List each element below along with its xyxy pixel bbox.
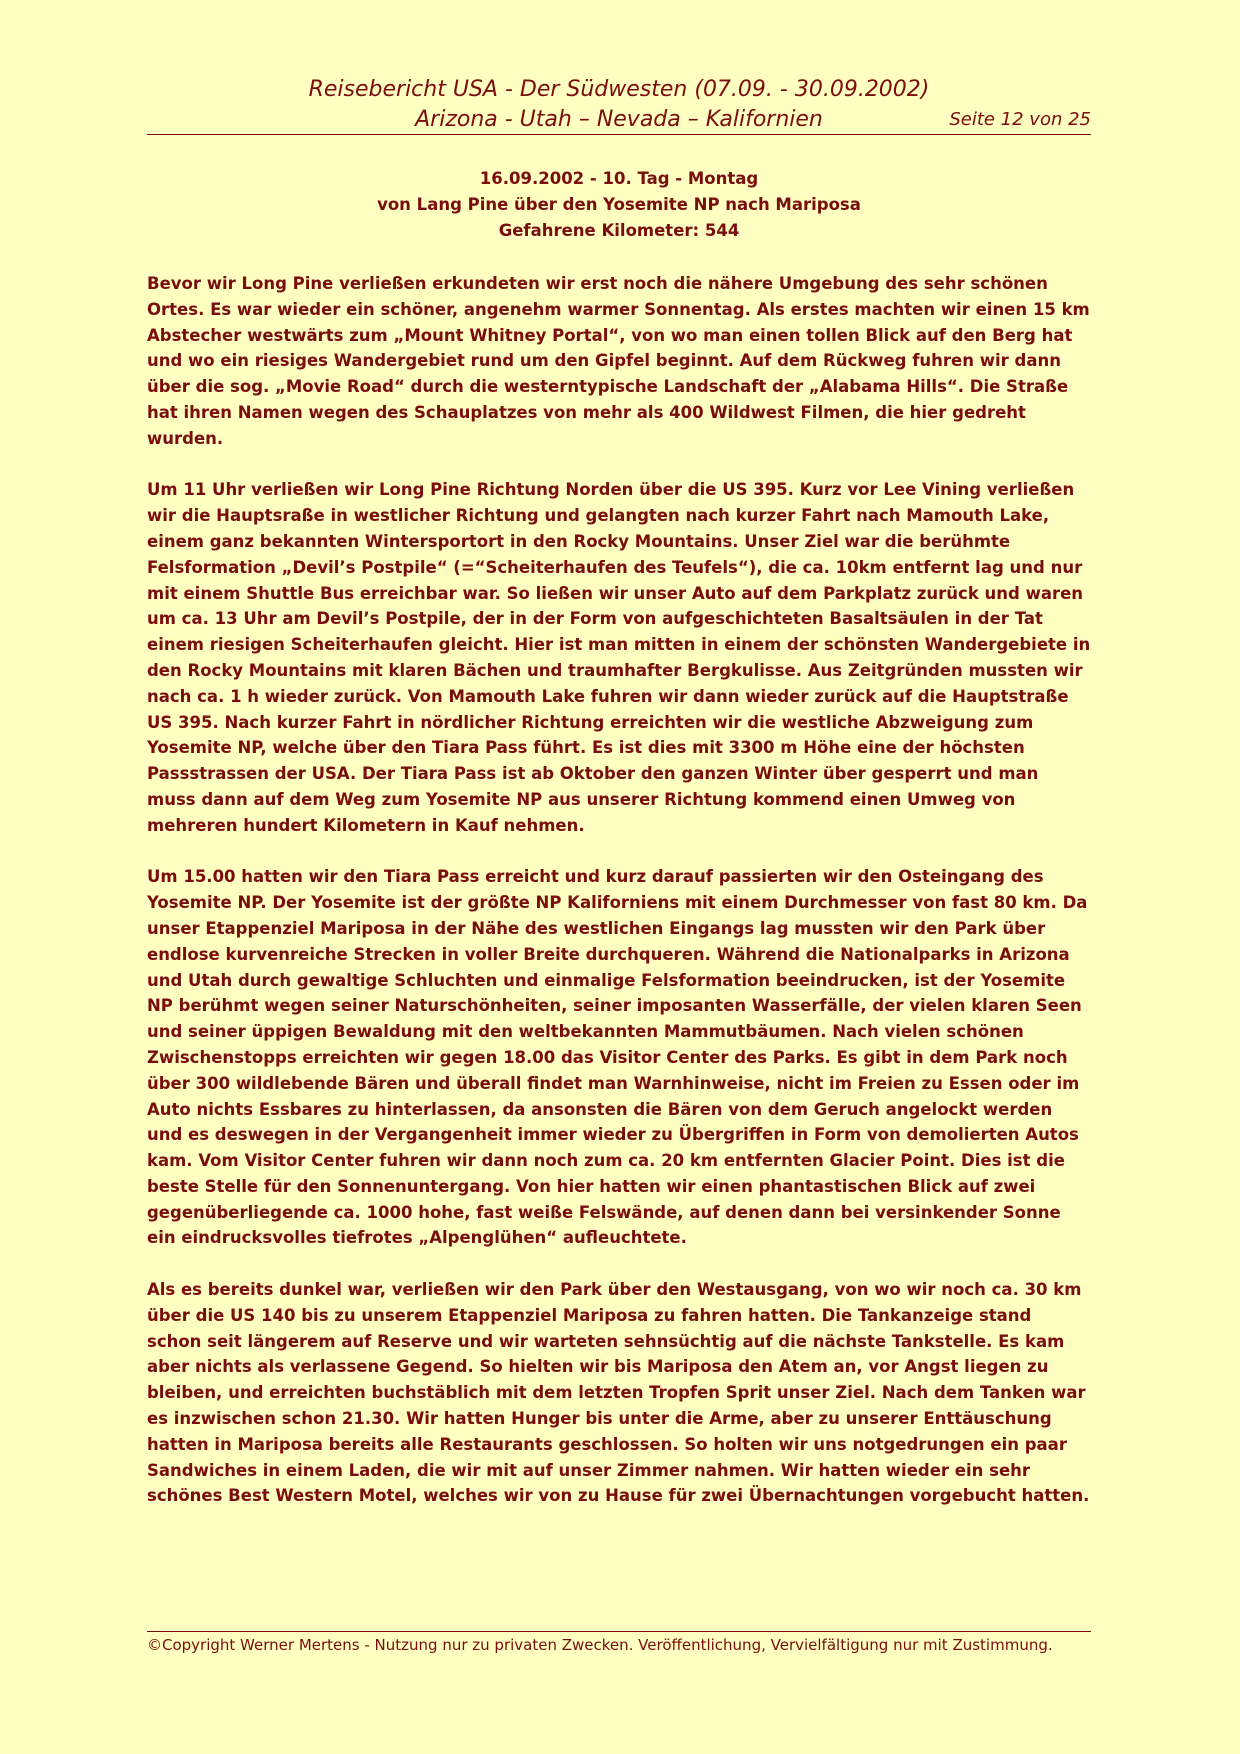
page-header [147, 76, 1091, 136]
header-divider [147, 134, 1091, 135]
report-body [147, 271, 1091, 1535]
document-page [147, 0, 1091, 1754]
day-kilometers: Gefahrene Kilometer: 544 [498, 221, 740, 240]
report-title: Reisebericht USA - Der Südwesten (07.09. - 30.09.2002) [308, 77, 930, 102]
copyright-notice: ©Copyright Werner Mertens - Nutzung nur zu privaten Zwecken. Veröffentlichung, Vervielfältigung nur mit Zustimmung. [147, 1636, 1053, 1654]
paragraph: Um 11 Uhr verließen wir Long Pine Richtung Norden über die US 395. Kurz vor Lee Vining verließen wir die Hauptsraße in westlicher Richtung und gelangten nach kurzer Fahrt nach Mamouth Lake, einem ganz bekannten Wintersportort in den Rocky Mountains. Unser Ziel war die berühmte Felsformation „Devil’s Postpile“ (=“Scheiterhaufen des Teufels“), die ca. 10km entfernt lag und nur mit einem Shuttle Bus erreichbar war. So ließen wir unser Auto auf dem Parkplatz zurück und waren um ca. 13 Uhr am Devil’s Postpile, der in der Form von aufgeschichteten Basaltsäulen in der Tat einem riesigen Scheiterhaufen gleicht. Hier ist man mitten in einem der schönsten Wandergebiete in den Rocky Mountains mit klaren Bächen und traumhafter Bergkulisse. Aus Zeitgründen mussten wir nach ca. 1 h wieder zurück. Von Mamouth Lake fuhren wir dann wieder zurück auf die Hauptstraße US 395. Nach kurzer Fahrt in nördlicher Richtung erreichten wir die westliche Abzweigung zum Yosemite NP, welche über den Tiara Pass führt. Es ist dies mit 3300 m Höhe eine der höchsten Passstrassen der USA. Der Tiara Pass ist ab Oktober den ganzen Winter über gesperrt und man muss dann auf dem Weg zum Yosemite NP aus unserer Richtung kommend einen Umweg von mehreren hundert Kilometern in Kauf nehmen. [147, 480, 1091, 835]
page-number: Seite 12 von 25 [949, 109, 1091, 130]
paragraph: Bevor wir Long Pine verließen erkundeten wir erst noch die nähere Umgebung des sehr schönen Ortes. Es war wieder ein schöner, angenehm warmer Sonnentag. Als erstes machten wir einen 15 km Abstecher westwärts zum „Mount Whitney Portal“, von wo man einen tollen Blick auf den Berg hat und wo ein riesiges Wandergebiet rund um den Gipfel beginnt. Auf dem Rückweg fuhren wir dann über die sog. „Movie Road“ durch die westerntypische Landschaft der „Alabama Hills“. Die Straße hat ihren Namen wegen des Schauplatzes von mehr als 400 Wildwest Filmen, die hier gedreht wurden. [147, 274, 1090, 448]
footer-divider [147, 1631, 1091, 1632]
paragraph: Um 15.00 hatten wir den Tiara Pass erreicht und kurz darauf passierten wir den Osteingang des Yosemite NP. Der Yosemite ist der größte NP Kaliforniens mit einem Durchmesser von fast 80 km. Da unser Etappenziel Mariposa in der Nähe des westlichen Eingangs lag mussten wir den Park über endlose kurvenreiche Strecken in voller Breite durchqueren. Während die Nationalparks in Arizona und Utah durch gewaltige Schluchten und einmalige Felsformation beeindrucken, ist der Yosemite NP berühmt wegen seiner Naturschönheiten, seiner imposanten Wasserfälle, der vielen klaren Seen und seiner üppigen Bewaldung mit den weltbekannten Mammutbäumen. Nach vielen schönen Zwischenstopps erreichten wir gegen 18.00 das Visitor Center des Parks. Es gibt in dem Park noch über 300 wildlebende Bären und überall findet man Warnhinweise, nicht im Freien zu Essen oder im Auto nichts Essbares zu hinterlassen, da ansonsten die Bären von dem Geruch angelockt werden und es deswegen in der Vergangenheit immer wieder zu Übergriffen in Form von demolierten Autos kam. Vom Visitor Center fuhren wir dann noch zum ca. 20 km entfernten Glacier Point. Dies ist die beste Stelle für den Sonnenuntergang. Von hier hatten wir einen phantastischen Blick auf zwei gegenüberliegende ca. 1000 hohe, fast weiße Felswände, auf denen dann bei versinkender Sonne ein eindrucksvolles tiefrotes „Alpenglühen“ aufleuchtete. [147, 867, 1088, 1248]
paragraph: Als es bereits dunkel war, verließen wir den Park über den Westausgang, von wo wir noch ca. 30 km über die US 140 bis zu unserem Etappenziel Mariposa zu fahren hatten. Die Tankanzeige stand schon seit längerem auf Reserve und wir warteten sehnsüchtig auf die nächste Tankstelle. Es kam aber nichts als verlassene Gegend. So hielten wir bis Mariposa den Atem an, vor Angst liegen zu bleiben, und erreichten buchstäblich mit dem letzten Tropfen Sprit unser Ziel. Nach dem Tanken war es inzwischen schon 21.30. Wir hatten Hunger bis unter die Arme, aber zu unserer Enttäuschung hatten in Mariposa bereits alle Restaurants geschlossen. So holten wir uns notgedrungen ein paar Sandwiches in einem Laden, die wir mit auf unser Zimmer nahmen. Wir hatten wieder ein sehr schönes Best Western Motel, welches wir von zu Hause für zwei Übernachtungen vorgebucht hatten. [147, 1280, 1090, 1506]
day-route: von Lang Pine über den Yosemite NP nach Mariposa [377, 195, 861, 214]
day-date: 16.09.2002 - 10. Tag - Montag [479, 169, 759, 188]
report-subtitle: Arizona - Utah – Nevada – Kalifornien [415, 107, 823, 132]
day-heading [147, 166, 1091, 244]
